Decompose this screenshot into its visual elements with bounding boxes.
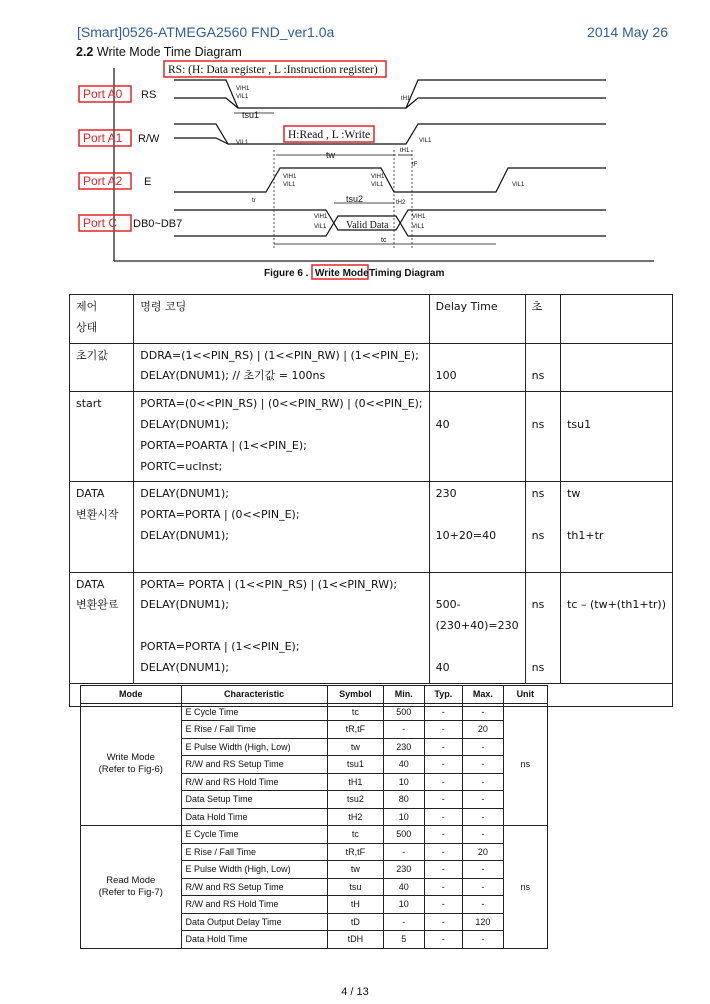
code-cell xyxy=(134,572,429,683)
max-cell: - xyxy=(463,756,504,774)
characteristic-cell: E Cycle Time xyxy=(181,826,327,844)
document-date: 2014 May 26 xyxy=(587,24,668,40)
code-cell-line xyxy=(140,616,422,637)
characteristic-cell: R/W and RS Hold Time xyxy=(181,896,327,914)
typ-cell: - xyxy=(424,721,463,739)
unit-cell-line: ns xyxy=(531,417,545,431)
max-cell: - xyxy=(463,791,504,809)
unit-cell-line xyxy=(532,346,554,367)
delay-cell-line xyxy=(436,547,519,568)
svg-text:VIH1: VIH1 xyxy=(371,174,385,180)
unit-cell xyxy=(525,343,560,392)
note-cell-line: tw xyxy=(567,487,581,501)
code-cell xyxy=(134,343,429,392)
code-cell-line: DELAY(DNUM1); xyxy=(140,660,230,674)
delay-cell-line: Delay Time xyxy=(435,300,498,313)
state-cell-line: 변환완료 xyxy=(76,598,119,612)
header-symbol: Symbol xyxy=(327,686,383,704)
code-cell-line: 명령 코딩 xyxy=(140,300,187,313)
signal-e: E xyxy=(144,176,152,188)
delay-cell-line: 100 xyxy=(435,369,457,383)
typ-cell: - xyxy=(424,703,463,721)
typ-cell: - xyxy=(424,738,463,756)
code-cell-line: PORTA=(0<<PIN_RS) | (0<<PIN_RW) | (0<<PIN_E); xyxy=(140,397,423,411)
unit-cell-line xyxy=(532,436,554,457)
delay-cell-line: 10+20=40 xyxy=(435,528,497,542)
unit-cell-line xyxy=(532,547,554,568)
unit-cell-line: ns xyxy=(531,369,545,383)
port-a0-label: Port A0 xyxy=(83,87,123,101)
unit-cell-line xyxy=(532,575,554,596)
symbol-cell: tw xyxy=(327,738,383,756)
code-table-row xyxy=(70,392,673,482)
section-number: 2.2 xyxy=(76,45,94,59)
figure-caption-suffix: Timing Diagram xyxy=(369,268,445,279)
header-max: Max. xyxy=(463,686,504,704)
max-cell: 120 xyxy=(463,913,504,931)
delay-cell-line xyxy=(436,575,519,596)
svg-text:VIL1: VIL1 xyxy=(419,138,432,144)
note-cell-line xyxy=(567,297,666,318)
characteristic-cell: Data Hold Time xyxy=(181,808,327,826)
delay-cell-line xyxy=(436,505,519,526)
signal-rw: R/W xyxy=(138,133,160,145)
header-typ: Typ. xyxy=(424,686,463,704)
port-c-label: Port C xyxy=(83,216,118,230)
delay-cell xyxy=(429,343,525,392)
code-table-row xyxy=(70,343,673,392)
symbol-cell: tc xyxy=(327,826,383,844)
svg-text:VIH1: VIH1 xyxy=(412,214,426,220)
svg-text:tH1: tH1 xyxy=(401,96,411,102)
delay-cell-line: 40 xyxy=(435,417,450,431)
delay-cell-line: 40 xyxy=(435,660,450,674)
code-cell-line: PORTA= PORTA | (1<<PIN_RS) | (1<<PIN_RW); xyxy=(140,577,398,591)
symbol-cell: tD xyxy=(327,913,383,931)
characteristic-cell: Data Hold Time xyxy=(181,931,327,949)
svg-text:tH2: tH2 xyxy=(396,200,406,206)
note-cell xyxy=(561,392,673,482)
unit-cell-line: ns xyxy=(531,487,545,501)
svg-text:VIL1: VIL1 xyxy=(236,94,249,100)
max-cell: 20 xyxy=(463,843,504,861)
symbol-cell: tsu1 xyxy=(327,756,383,774)
timing-characteristics-table xyxy=(80,685,548,949)
svg-text:VIH1: VIH1 xyxy=(283,174,297,180)
header-unit: Unit xyxy=(503,686,547,704)
characteristic-cell: E Pulse Width (High, Low) xyxy=(181,861,327,879)
characteristic-cell: R/W and RS Hold Time xyxy=(181,773,327,791)
note-cell-line xyxy=(567,658,666,679)
write-mode-code-table xyxy=(69,294,673,707)
svg-text:VIL1: VIL1 xyxy=(371,182,384,188)
min-cell: 10 xyxy=(384,773,424,791)
svg-text:VIH1: VIH1 xyxy=(236,86,250,92)
header-mode: Mode xyxy=(81,686,182,704)
state-cell xyxy=(70,482,134,572)
delay-cell xyxy=(429,392,525,482)
rs-note: RS: (H: Data register , L :Instruction register) xyxy=(168,64,378,76)
note-cell-line xyxy=(567,575,666,596)
characteristic-cell: E Rise / Fall Time xyxy=(181,721,327,739)
max-cell: - xyxy=(463,808,504,826)
symbol-cell: tw xyxy=(327,861,383,879)
min-cell: 40 xyxy=(384,878,424,896)
code-table-row xyxy=(70,572,673,683)
delay-cell-line: 230 xyxy=(435,487,457,501)
delay-cell xyxy=(429,482,525,572)
rw-note: H:Read , L :Write xyxy=(288,129,371,141)
mode-cell xyxy=(81,826,182,949)
state-cell xyxy=(70,295,134,344)
min-cell: 10 xyxy=(384,896,424,914)
min-cell: 80 xyxy=(384,791,424,809)
code-cell-line: DELAY(DNUM1); // 초기값 = 100ns xyxy=(140,369,326,383)
svg-text:tH1: tH1 xyxy=(400,148,410,154)
max-cell: - xyxy=(463,738,504,756)
typ-cell: - xyxy=(424,896,463,914)
state-cell xyxy=(70,392,134,482)
delay-cell-line: 500- xyxy=(435,598,461,612)
code-cell-line: PORTA=PORTA | (1<<PIN_E); xyxy=(140,639,300,653)
note-cell-line xyxy=(567,366,666,387)
unit-cell-line xyxy=(532,394,554,415)
state-cell-line: DATA xyxy=(76,487,105,501)
page-number: 4 / 13 xyxy=(341,986,369,998)
max-cell: - xyxy=(463,878,504,896)
note-cell-line xyxy=(567,616,666,637)
unit-cell xyxy=(525,295,560,344)
max-cell: - xyxy=(463,896,504,914)
mode-line: Write Mode xyxy=(106,752,155,764)
delay-cell xyxy=(429,295,525,344)
symbol-cell: tH2 xyxy=(327,808,383,826)
label-tc: tc xyxy=(381,237,387,244)
typ-cell: - xyxy=(424,913,463,931)
unit-cell: ns xyxy=(503,826,547,949)
code-table-row xyxy=(70,482,673,572)
note-cell-line xyxy=(567,457,666,478)
delay-cell-line xyxy=(436,637,519,658)
code-cell-line: PORTA=PORTA | (0<<PIN_E); xyxy=(140,508,300,522)
min-cell: 230 xyxy=(384,738,424,756)
state-cell-line: DATA xyxy=(76,577,105,591)
max-cell: - xyxy=(463,773,504,791)
typ-cell: - xyxy=(424,931,463,949)
unit-cell xyxy=(525,572,560,683)
spec-header-row xyxy=(81,686,548,704)
label-tsu1: tsu1 xyxy=(242,110,260,120)
port-a1-label: Port A1 xyxy=(83,131,123,145)
label-tr: tr xyxy=(252,198,256,204)
note-cell xyxy=(561,295,673,344)
state-cell xyxy=(70,343,134,392)
typ-cell: - xyxy=(424,826,463,844)
typ-cell: - xyxy=(424,773,463,791)
section-heading xyxy=(76,45,242,59)
unit-cell-line xyxy=(532,637,554,658)
unit-cell-line xyxy=(532,505,554,526)
typ-cell: - xyxy=(424,791,463,809)
state-cell-line: 초기값 xyxy=(76,348,108,362)
unit-cell-line xyxy=(532,616,554,637)
min-cell: - xyxy=(384,843,424,861)
delay-cell-line xyxy=(436,457,519,478)
label-tw: tw xyxy=(326,150,335,160)
signal-rs: RS xyxy=(141,89,157,101)
min-cell: - xyxy=(384,721,424,739)
characteristic-cell: E Pulse Width (High, Low) xyxy=(181,738,327,756)
state-cell-line: 변환시작 xyxy=(76,508,119,522)
note-cell-line xyxy=(567,436,666,457)
code-cell-line: DELAY(DNUM1); xyxy=(140,528,230,542)
unit-cell-line xyxy=(532,457,554,478)
characteristic-cell: R/W and RS Setup Time xyxy=(181,878,327,896)
delay-cell-line xyxy=(436,394,519,415)
unit-cell: ns xyxy=(503,703,547,826)
label-tsu2: tsu2 xyxy=(346,194,364,204)
characteristic-cell: E Rise / Fall Time xyxy=(181,843,327,861)
code-table-row xyxy=(70,295,673,344)
symbol-cell: tR,tF xyxy=(327,843,383,861)
typ-cell: - xyxy=(424,808,463,826)
code-cell-line: PORTA=POARTA | (1<<PIN_E); xyxy=(140,438,307,452)
min-cell: 500 xyxy=(384,703,424,721)
max-cell: - xyxy=(463,861,504,879)
code-cell xyxy=(134,482,429,572)
delay-cell-line: (230+40)=230 xyxy=(435,619,519,633)
delay-cell xyxy=(429,572,525,683)
svg-text:VIL1: VIL1 xyxy=(283,182,296,188)
document-title: [Smart]0526-ATMEGA2560 FND_ver1.0a xyxy=(77,24,335,40)
note-cell-line xyxy=(567,394,666,415)
svg-text:VIL1: VIL1 xyxy=(412,224,425,230)
min-cell: 40 xyxy=(384,756,424,774)
code-cell xyxy=(134,295,429,344)
code-cell-line: DELAY(DNUM1); xyxy=(140,487,230,501)
typ-cell: - xyxy=(424,878,463,896)
symbol-cell: tH xyxy=(327,896,383,914)
spec-row xyxy=(81,826,548,844)
unit-cell-line: 초 xyxy=(531,300,543,313)
state-cell-line: start xyxy=(76,397,102,411)
min-cell: 230 xyxy=(384,861,424,879)
characteristic-cell: R/W and RS Setup Time xyxy=(181,756,327,774)
unit-cell-line: ns xyxy=(531,660,545,674)
code-cell-line: PORTC=ucInst; xyxy=(140,459,223,473)
symbol-cell: tR,tF xyxy=(327,721,383,739)
spec-row xyxy=(81,703,548,721)
header-min: Min. xyxy=(384,686,424,704)
svg-text:VIL1: VIL1 xyxy=(314,224,327,230)
symbol-cell: tc xyxy=(327,703,383,721)
typ-cell: - xyxy=(424,861,463,879)
svg-text:VIH1: VIH1 xyxy=(314,214,328,220)
code-cell-line xyxy=(140,547,422,568)
figure-caption-prefix: Figure 6 . xyxy=(264,268,309,279)
typ-cell: - xyxy=(424,756,463,774)
delay-cell-line xyxy=(436,346,519,367)
mode-line: Read Mode xyxy=(106,874,156,886)
typ-cell: - xyxy=(424,843,463,861)
unit-cell xyxy=(525,392,560,482)
figure-caption-highlight: Write Mode xyxy=(315,268,369,279)
svg-text:VIL1: VIL1 xyxy=(236,140,249,146)
code-cell xyxy=(134,392,429,482)
note-cell-line: tc – (tw+(th1+tr)) xyxy=(567,598,666,612)
symbol-cell: tDH xyxy=(327,931,383,949)
note-cell-line: tsu1 xyxy=(567,417,592,431)
unit-cell xyxy=(525,482,560,572)
characteristic-cell: Data Setup Time xyxy=(181,791,327,809)
mode-cell xyxy=(81,703,182,826)
max-cell: - xyxy=(463,931,504,949)
max-cell: - xyxy=(463,826,504,844)
mode-line: (Refer to Fig-7) xyxy=(98,886,163,898)
note-cell xyxy=(561,572,673,683)
symbol-cell: tsu2 xyxy=(327,791,383,809)
state-cell xyxy=(70,572,134,683)
symbol-cell: tsu xyxy=(327,878,383,896)
note-cell xyxy=(561,482,673,572)
state-cell-line: 상태 xyxy=(76,320,98,334)
state-cell-line: 제어 xyxy=(76,300,98,313)
note-cell-line xyxy=(567,547,666,568)
valid-data-label: Valid Data xyxy=(346,220,389,231)
max-cell: 20 xyxy=(463,721,504,739)
signal-db: DB0~DB7 xyxy=(133,218,183,230)
note-cell-line xyxy=(567,505,666,526)
note-cell-line: th1+tr xyxy=(567,528,604,542)
delay-cell-line xyxy=(436,436,519,457)
max-cell: - xyxy=(463,703,504,721)
svg-text:tF: tF xyxy=(412,162,418,168)
code-cell-line: DELAY(DNUM1); xyxy=(140,417,230,431)
min-cell: 5 xyxy=(384,931,424,949)
header-characteristic: Characteristic xyxy=(181,686,327,704)
port-a2-label: Port A2 xyxy=(83,174,123,188)
min-cell: - xyxy=(384,913,424,931)
write-mode-timing-diagram xyxy=(76,58,676,280)
min-cell: 500 xyxy=(384,826,424,844)
unit-cell-line: ns xyxy=(531,528,545,542)
note-cell-line xyxy=(567,637,666,658)
characteristic-cell: Data Output Delay Time xyxy=(181,913,327,931)
symbol-cell: tH1 xyxy=(327,773,383,791)
min-cell: 10 xyxy=(384,808,424,826)
note-cell-line xyxy=(567,346,666,367)
code-cell-line: DDRA=(1<<PIN_RS) | (1<<PIN_RW) | (1<<PIN_E); xyxy=(140,348,419,362)
code-cell-line: DELAY(DNUM1); xyxy=(140,598,230,612)
mode-line: (Refer to Fig-6) xyxy=(98,764,163,776)
svg-text:VIL1: VIL1 xyxy=(512,182,525,188)
timing-diagram-svg xyxy=(76,58,676,280)
unit-cell-line: ns xyxy=(531,598,545,612)
characteristic-cell: E Cycle Time xyxy=(181,703,327,721)
section-title: Write Mode Time Diagram xyxy=(96,45,242,59)
note-cell xyxy=(561,343,673,392)
